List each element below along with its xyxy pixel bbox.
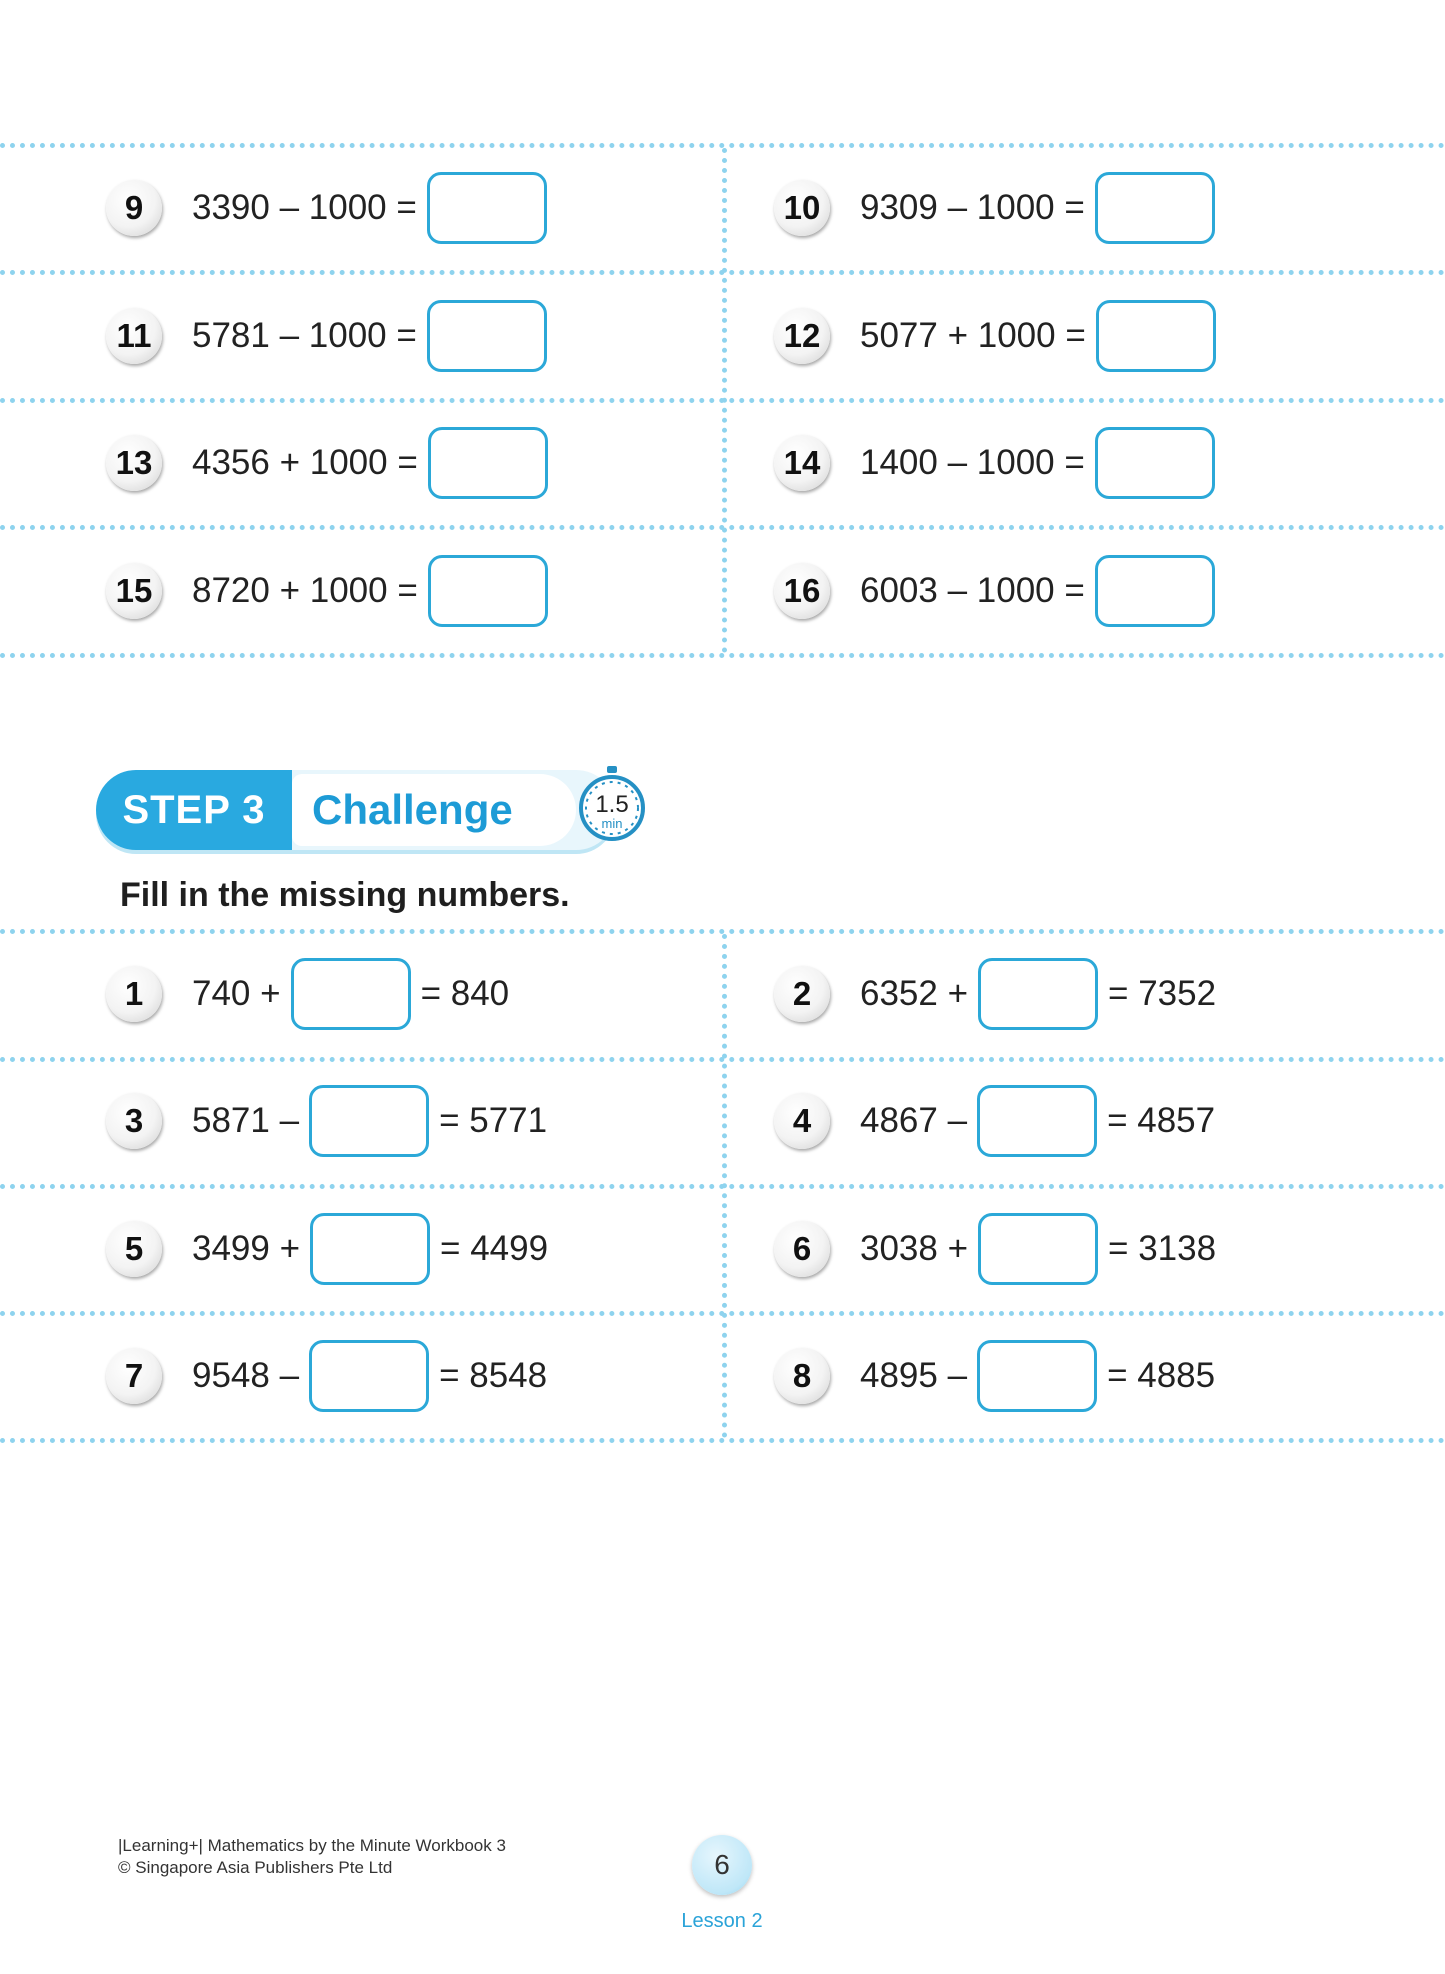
answer-box[interactable] — [1095, 427, 1215, 499]
answer-box[interactable] — [978, 958, 1098, 1030]
expression: 4356 + 1000 = — [192, 443, 418, 482]
page-number: 6 — [692, 1835, 752, 1895]
expression-right: = 7352 — [1108, 974, 1217, 1013]
step-title-block — [292, 774, 576, 846]
question-5 — [106, 1209, 548, 1289]
expression-right: = 4885 — [1107, 1356, 1216, 1395]
answer-box[interactable] — [427, 172, 547, 244]
answer-box[interactable] — [977, 1340, 1097, 1412]
expression: 1400 – 1000 = — [860, 443, 1085, 482]
instruction: Fill in the missing numbers. — [120, 876, 570, 914]
question-number: 10 — [774, 180, 830, 236]
answer-box[interactable] — [309, 1085, 429, 1157]
question-4 — [774, 1081, 1215, 1161]
question-number: 9 — [106, 180, 162, 236]
question-14 — [774, 423, 1225, 503]
expression-right: = 3138 — [1108, 1229, 1217, 1268]
expression-left: 4895 – — [860, 1356, 968, 1395]
step-label: STEP 3 — [122, 787, 266, 832]
question-8 — [774, 1336, 1215, 1416]
step-header — [96, 770, 648, 850]
expression-right: = 8548 — [439, 1356, 548, 1395]
question-number: 13 — [106, 435, 162, 491]
expression-left: 9548 – — [192, 1356, 300, 1395]
question-15 — [106, 551, 558, 631]
answer-box[interactable] — [1095, 172, 1215, 244]
question-1 — [106, 954, 509, 1034]
question-number: 1 — [106, 966, 162, 1022]
question-7 — [106, 1336, 547, 1416]
question-number: 8 — [774, 1348, 830, 1404]
expression: 5781 – 1000 = — [192, 316, 417, 355]
lesson-label: Lesson 2 — [681, 1910, 763, 1932]
question-number: 3 — [106, 1093, 162, 1149]
question-9 — [106, 168, 557, 248]
question-number: 16 — [774, 563, 830, 619]
expression-left: 3499 + — [192, 1229, 301, 1268]
dotted-divider — [0, 653, 1445, 658]
answer-box[interactable] — [427, 300, 547, 372]
expression: 8720 + 1000 = — [192, 571, 418, 610]
expression-left: 6352 + — [860, 974, 969, 1013]
answer-box[interactable] — [291, 958, 411, 1030]
answer-box[interactable] — [428, 427, 548, 499]
answer-box[interactable] — [1095, 555, 1215, 627]
question-6 — [774, 1209, 1216, 1289]
expression: 6003 – 1000 = — [860, 571, 1085, 610]
expression: 3390 – 1000 = — [192, 188, 417, 227]
expression-left: 4867 – — [860, 1101, 968, 1140]
expression-right: = 5771 — [439, 1101, 548, 1140]
expression: 5077 + 1000 = — [860, 316, 1086, 355]
question-2 — [774, 954, 1216, 1034]
answer-box[interactable] — [310, 1213, 430, 1285]
timer-unit: min — [601, 816, 623, 831]
expression-right: = 4499 — [440, 1229, 549, 1268]
step-title: Challenge — [312, 786, 513, 833]
question-11 — [106, 296, 557, 376]
question-number: 4 — [774, 1093, 830, 1149]
footer-credits — [118, 1835, 506, 1879]
expression-left: 740 + — [192, 974, 281, 1013]
expression-right: = 840 — [420, 974, 510, 1013]
question-12 — [774, 296, 1226, 376]
question-number: 5 — [106, 1221, 162, 1277]
expression-left: 5871 – — [192, 1101, 300, 1140]
step-label-block — [96, 770, 292, 850]
question-3 — [106, 1081, 547, 1161]
question-number: 11 — [106, 308, 162, 364]
question-number: 2 — [774, 966, 830, 1022]
question-number: 7 — [106, 1348, 162, 1404]
question-number: 15 — [106, 563, 162, 619]
question-number: 14 — [774, 435, 830, 491]
footer-copyright: © Singapore Asia Publishers Pte Ltd — [118, 1858, 393, 1877]
question-10 — [774, 168, 1225, 248]
dotted-divider — [0, 1438, 1445, 1443]
footer-book-title: |Learning+| Mathematics by the Minute Workbook 3 — [118, 1836, 506, 1855]
question-number: 12 — [774, 308, 830, 364]
stopwatch-icon — [574, 766, 650, 842]
question-16 — [774, 551, 1225, 631]
expression-right: = 4857 — [1107, 1101, 1216, 1140]
column-divider — [722, 934, 727, 1438]
timer-value: 1.5 — [595, 791, 629, 818]
answer-box[interactable] — [309, 1340, 429, 1412]
expression: 9309 – 1000 = — [860, 188, 1085, 227]
question-number: 6 — [774, 1221, 830, 1277]
question-13 — [106, 423, 558, 503]
expression-left: 3038 + — [860, 1229, 969, 1268]
answer-box[interactable] — [1096, 300, 1216, 372]
answer-box[interactable] — [428, 555, 548, 627]
answer-box[interactable] — [977, 1085, 1097, 1157]
column-divider — [722, 148, 727, 653]
answer-box[interactable] — [978, 1213, 1098, 1285]
